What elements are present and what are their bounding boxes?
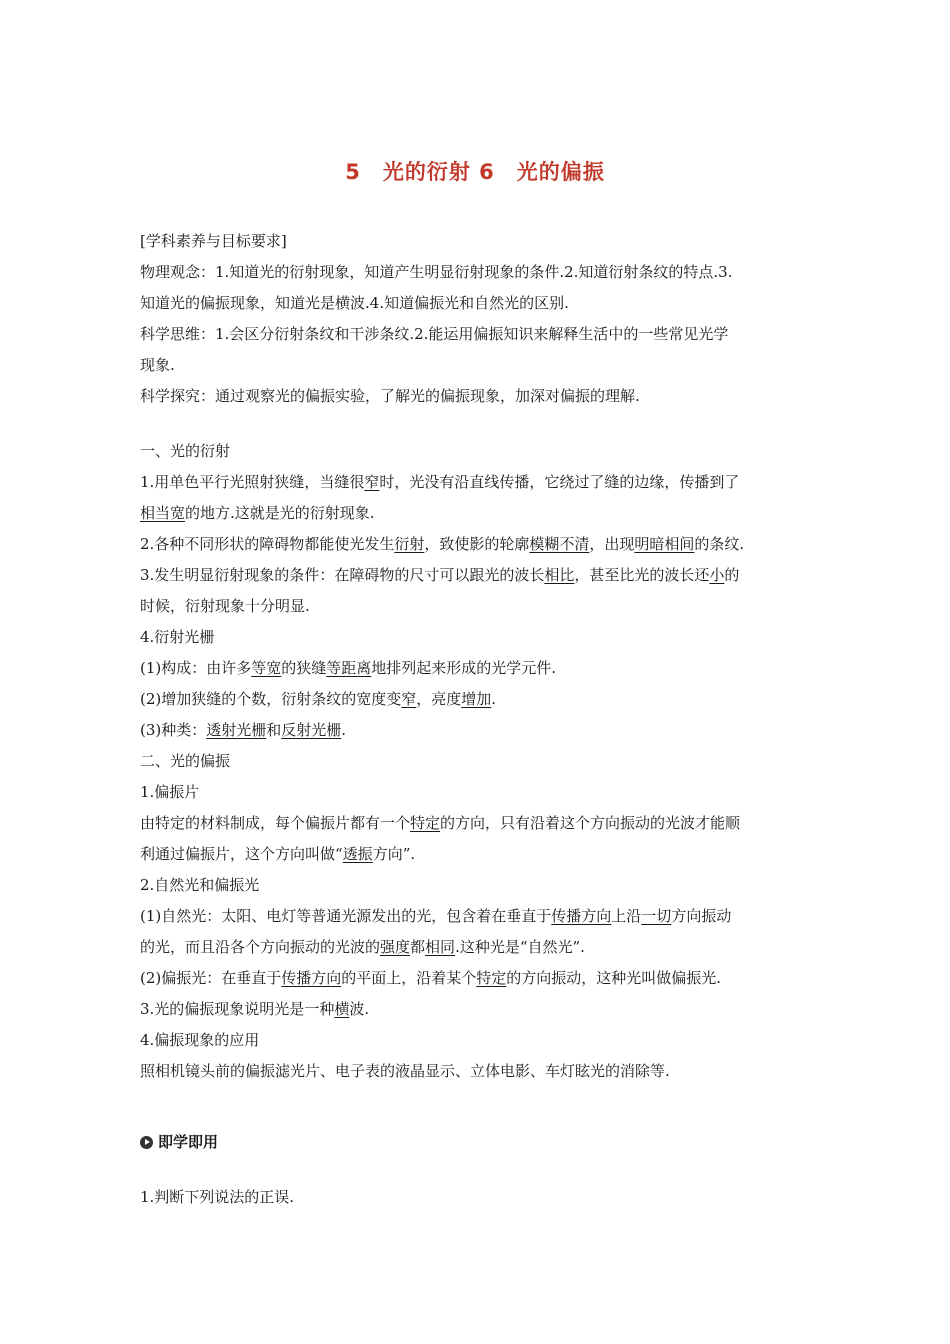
blank-answer: 传播方向	[281, 969, 342, 987]
blank-answer: 反射光栅	[281, 721, 342, 739]
paragraph: (1)构成：由许多等宽的狭缝等距离地排列起来形成的光学元件.	[140, 659, 557, 677]
blank-answer: 相比	[544, 566, 575, 584]
blank-answer: 明暗相间	[634, 535, 695, 553]
goals-line: 现象.	[140, 356, 175, 374]
play-circle-icon	[140, 1136, 153, 1149]
paragraph: (3)种类：透射光栅和反射光栅.	[140, 721, 347, 739]
question: 1.判断下列说法的正误.	[140, 1188, 295, 1206]
blank-answer: 相同	[425, 938, 456, 956]
page-title: 5 光的衍射 6 光的偏振	[345, 160, 605, 184]
paragraph: (2)增加狭缝的个数，衍射条纹的宽度变窄，亮度增加.	[140, 690, 497, 708]
paragraph: 照相机镜头前的偏振滤光片、电子表的液晶显示、立体电影、车灯眩光的消除等.	[140, 1062, 670, 1080]
blank-answer: 等距离	[326, 659, 372, 677]
paragraph: 3.光的偏振现象说明光是一种横波.	[140, 1000, 370, 1018]
blank-answer: 模糊不清	[529, 535, 590, 553]
subheading: 1.偏振片	[140, 783, 200, 801]
paragraph: 相当宽的地方.这就是光的衍射现象.	[140, 504, 375, 522]
blank-answer: 衍射	[394, 535, 425, 553]
paragraph: 时候，衍射现象十分明显.	[140, 597, 310, 615]
blank-answer: 透振	[342, 845, 373, 863]
blank-answer: 等宽	[251, 659, 282, 677]
subheading: 4.衍射光栅	[140, 628, 215, 646]
subheading: 2.自然光和偏振光	[140, 876, 260, 894]
blank-answer: 小	[709, 566, 725, 584]
paragraph: 3.发生明显衍射现象的条件：在障碍物的尺寸可以跟光的波长相比，甚至比光的波长还小的	[140, 566, 740, 584]
paragraph: 2.各种不同形状的障碍物都能使光发生衍射，致使影的轮廓模糊不清，出现明暗相间的条纹.	[140, 535, 745, 553]
goals-line: 知道光的偏振现象，知道光是横波.4.知道偏振光和自然光的区别.	[140, 294, 569, 312]
paragraph: 利通过偏振片，这个方向叫做“透振方向”.	[140, 845, 416, 863]
blank-answer: 增加	[461, 690, 492, 708]
goals-line: 物理观念：1.知道光的衍射现象，知道产生明显衍射现象的条件.2.知道衍射条纹的特点.3.	[140, 263, 733, 281]
document-body	[140, 226, 820, 1213]
practice-heading: 即学即用	[140, 1127, 820, 1158]
blank-answer: 窄	[364, 473, 380, 491]
blank-answer: 窄	[401, 690, 417, 708]
paragraph: (1)自然光：太阳、电灯等普通光源发出的光，包含着在垂直于传播方向上沿一切方向振动	[140, 907, 732, 925]
goals-line: 科学思维：1.会区分衍射条纹和干涉条纹.2.能运用偏振知识来解释生活中的一些常见光学	[140, 325, 729, 343]
blank-answer: 横	[334, 1000, 350, 1018]
blank-answer: 特定	[476, 969, 507, 987]
paragraph: 由特定的材料制成，每个偏振片都有一个特定的方向，只有沿着这个方向振动的光波才能顺	[140, 814, 741, 832]
goals-heading: [学科素养与目标要求]	[140, 232, 287, 250]
blank-answer: 透射光栅	[206, 721, 267, 739]
blank-answer: 传播方向	[551, 907, 612, 925]
goals-line: 科学探究：通过观察光的偏振实验，了解光的偏振现象，加深对偏振的理解.	[140, 387, 640, 405]
blank-answer: 一切	[641, 907, 672, 925]
paragraph: 1.用单色平行光照射狭缝，当缝很窄时，光没有沿直线传播，它绕过了缝的边缘，传播到了	[140, 473, 740, 491]
blank-answer: 特定	[410, 814, 441, 832]
blank-answer: 相当宽	[140, 504, 186, 522]
paragraph: (2)偏振光：在垂直于传播方向的平面上，沿着某个特定的方向振动，这种光叫做偏振光.	[140, 969, 722, 987]
paragraph: 的光，而且沿各个方向振动的光波的强度都相同.这种光是“自然光”.	[140, 938, 585, 956]
subheading: 4.偏振现象的应用	[140, 1031, 260, 1049]
section-heading-polarization: 二、光的偏振	[140, 752, 231, 770]
section-heading-diffraction: 一、光的衍射	[140, 442, 231, 460]
blank-answer: 强度	[380, 938, 411, 956]
